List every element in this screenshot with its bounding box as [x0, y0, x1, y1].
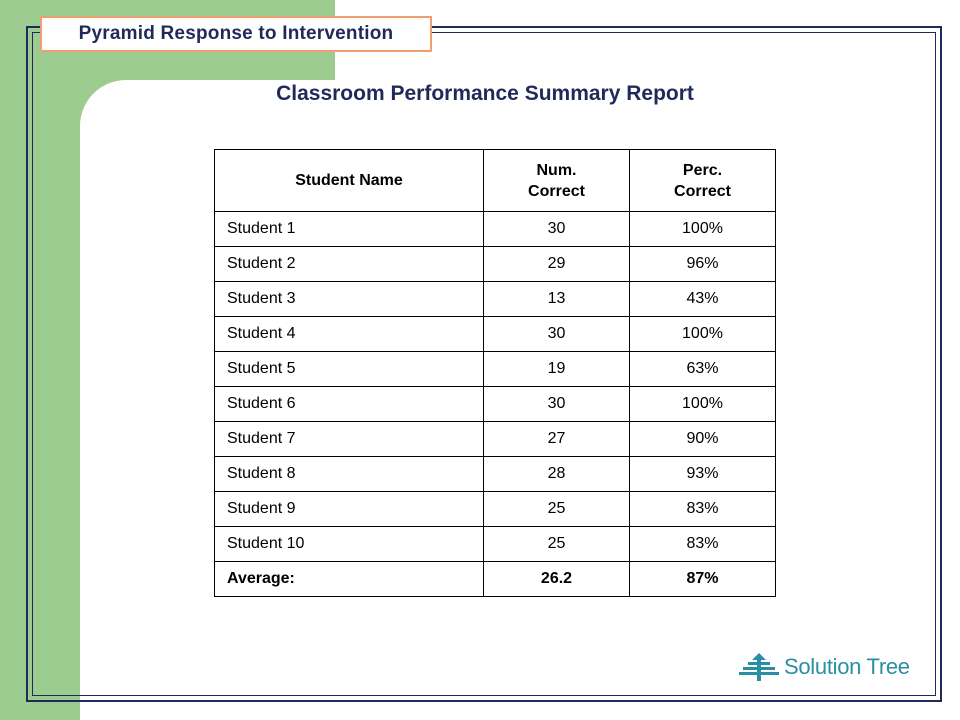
num-correct-cell: 25	[484, 492, 630, 527]
table-header-row	[215, 150, 776, 212]
table-row	[215, 282, 776, 317]
table-row	[215, 422, 776, 457]
average-num-cell: 26.2	[484, 562, 630, 597]
column-header-num-correct	[484, 150, 630, 212]
num-correct-cell: 19	[484, 352, 630, 387]
num-correct-cell: 25	[484, 527, 630, 562]
solution-tree-logo	[738, 652, 910, 682]
perc-correct-cell: 90%	[630, 422, 776, 457]
perc-correct-cell: 83%	[630, 527, 776, 562]
perc-correct-cell: 63%	[630, 352, 776, 387]
column-header-line: Correct	[674, 182, 731, 200]
student-name-cell: Student 7	[215, 422, 484, 457]
table-row	[215, 492, 776, 527]
average-label-cell: Average:	[215, 562, 484, 597]
report-title: Classroom Performance Summary Report	[276, 82, 694, 105]
column-header-student-name	[215, 150, 484, 212]
table-row	[215, 527, 776, 562]
column-header-line: Correct	[528, 182, 585, 200]
student-name-cell: Student 5	[215, 352, 484, 387]
student-name-cell: Student 10	[215, 527, 484, 562]
perc-correct-cell: 96%	[630, 247, 776, 282]
perc-correct-cell: 93%	[630, 457, 776, 492]
pyramid-tree-logo-icon	[738, 652, 780, 682]
table-row	[215, 212, 776, 247]
student-name-cell: Student 6	[215, 387, 484, 422]
perc-correct-cell: 100%	[630, 387, 776, 422]
num-correct-cell: 30	[484, 212, 630, 247]
table-row	[215, 457, 776, 492]
performance-table	[214, 149, 776, 597]
average-perc-cell: 87%	[630, 562, 776, 597]
student-name-cell: Student 4	[215, 317, 484, 352]
average-row	[215, 562, 776, 597]
column-header-perc-correct	[630, 150, 776, 212]
table-row	[215, 387, 776, 422]
num-correct-cell: 27	[484, 422, 630, 457]
column-header-line: Student Name	[295, 172, 403, 189]
student-name-cell: Student 1	[215, 212, 484, 247]
perc-correct-cell: 43%	[630, 282, 776, 317]
num-correct-cell: 28	[484, 457, 630, 492]
header-tab	[40, 16, 432, 52]
num-correct-cell: 30	[484, 387, 630, 422]
perc-correct-cell: 83%	[630, 492, 776, 527]
student-name-cell: Student 9	[215, 492, 484, 527]
num-correct-cell: 13	[484, 282, 630, 317]
column-header-line: Perc.	[682, 161, 723, 179]
perc-correct-cell: 100%	[630, 317, 776, 352]
perc-correct-cell: 100%	[630, 212, 776, 247]
table-row	[215, 352, 776, 387]
student-name-cell: Student 8	[215, 457, 484, 492]
column-header-line: Num.	[536, 161, 577, 179]
num-correct-cell: 30	[484, 317, 630, 352]
table-row	[215, 247, 776, 282]
num-correct-cell: 29	[484, 247, 630, 282]
student-name-cell: Student 2	[215, 247, 484, 282]
logo-text: Solution Tree	[784, 654, 910, 679]
header-tab-label: Pyramid Response to Intervention	[78, 23, 394, 44]
student-name-cell: Student 3	[215, 282, 484, 317]
table-row	[215, 317, 776, 352]
